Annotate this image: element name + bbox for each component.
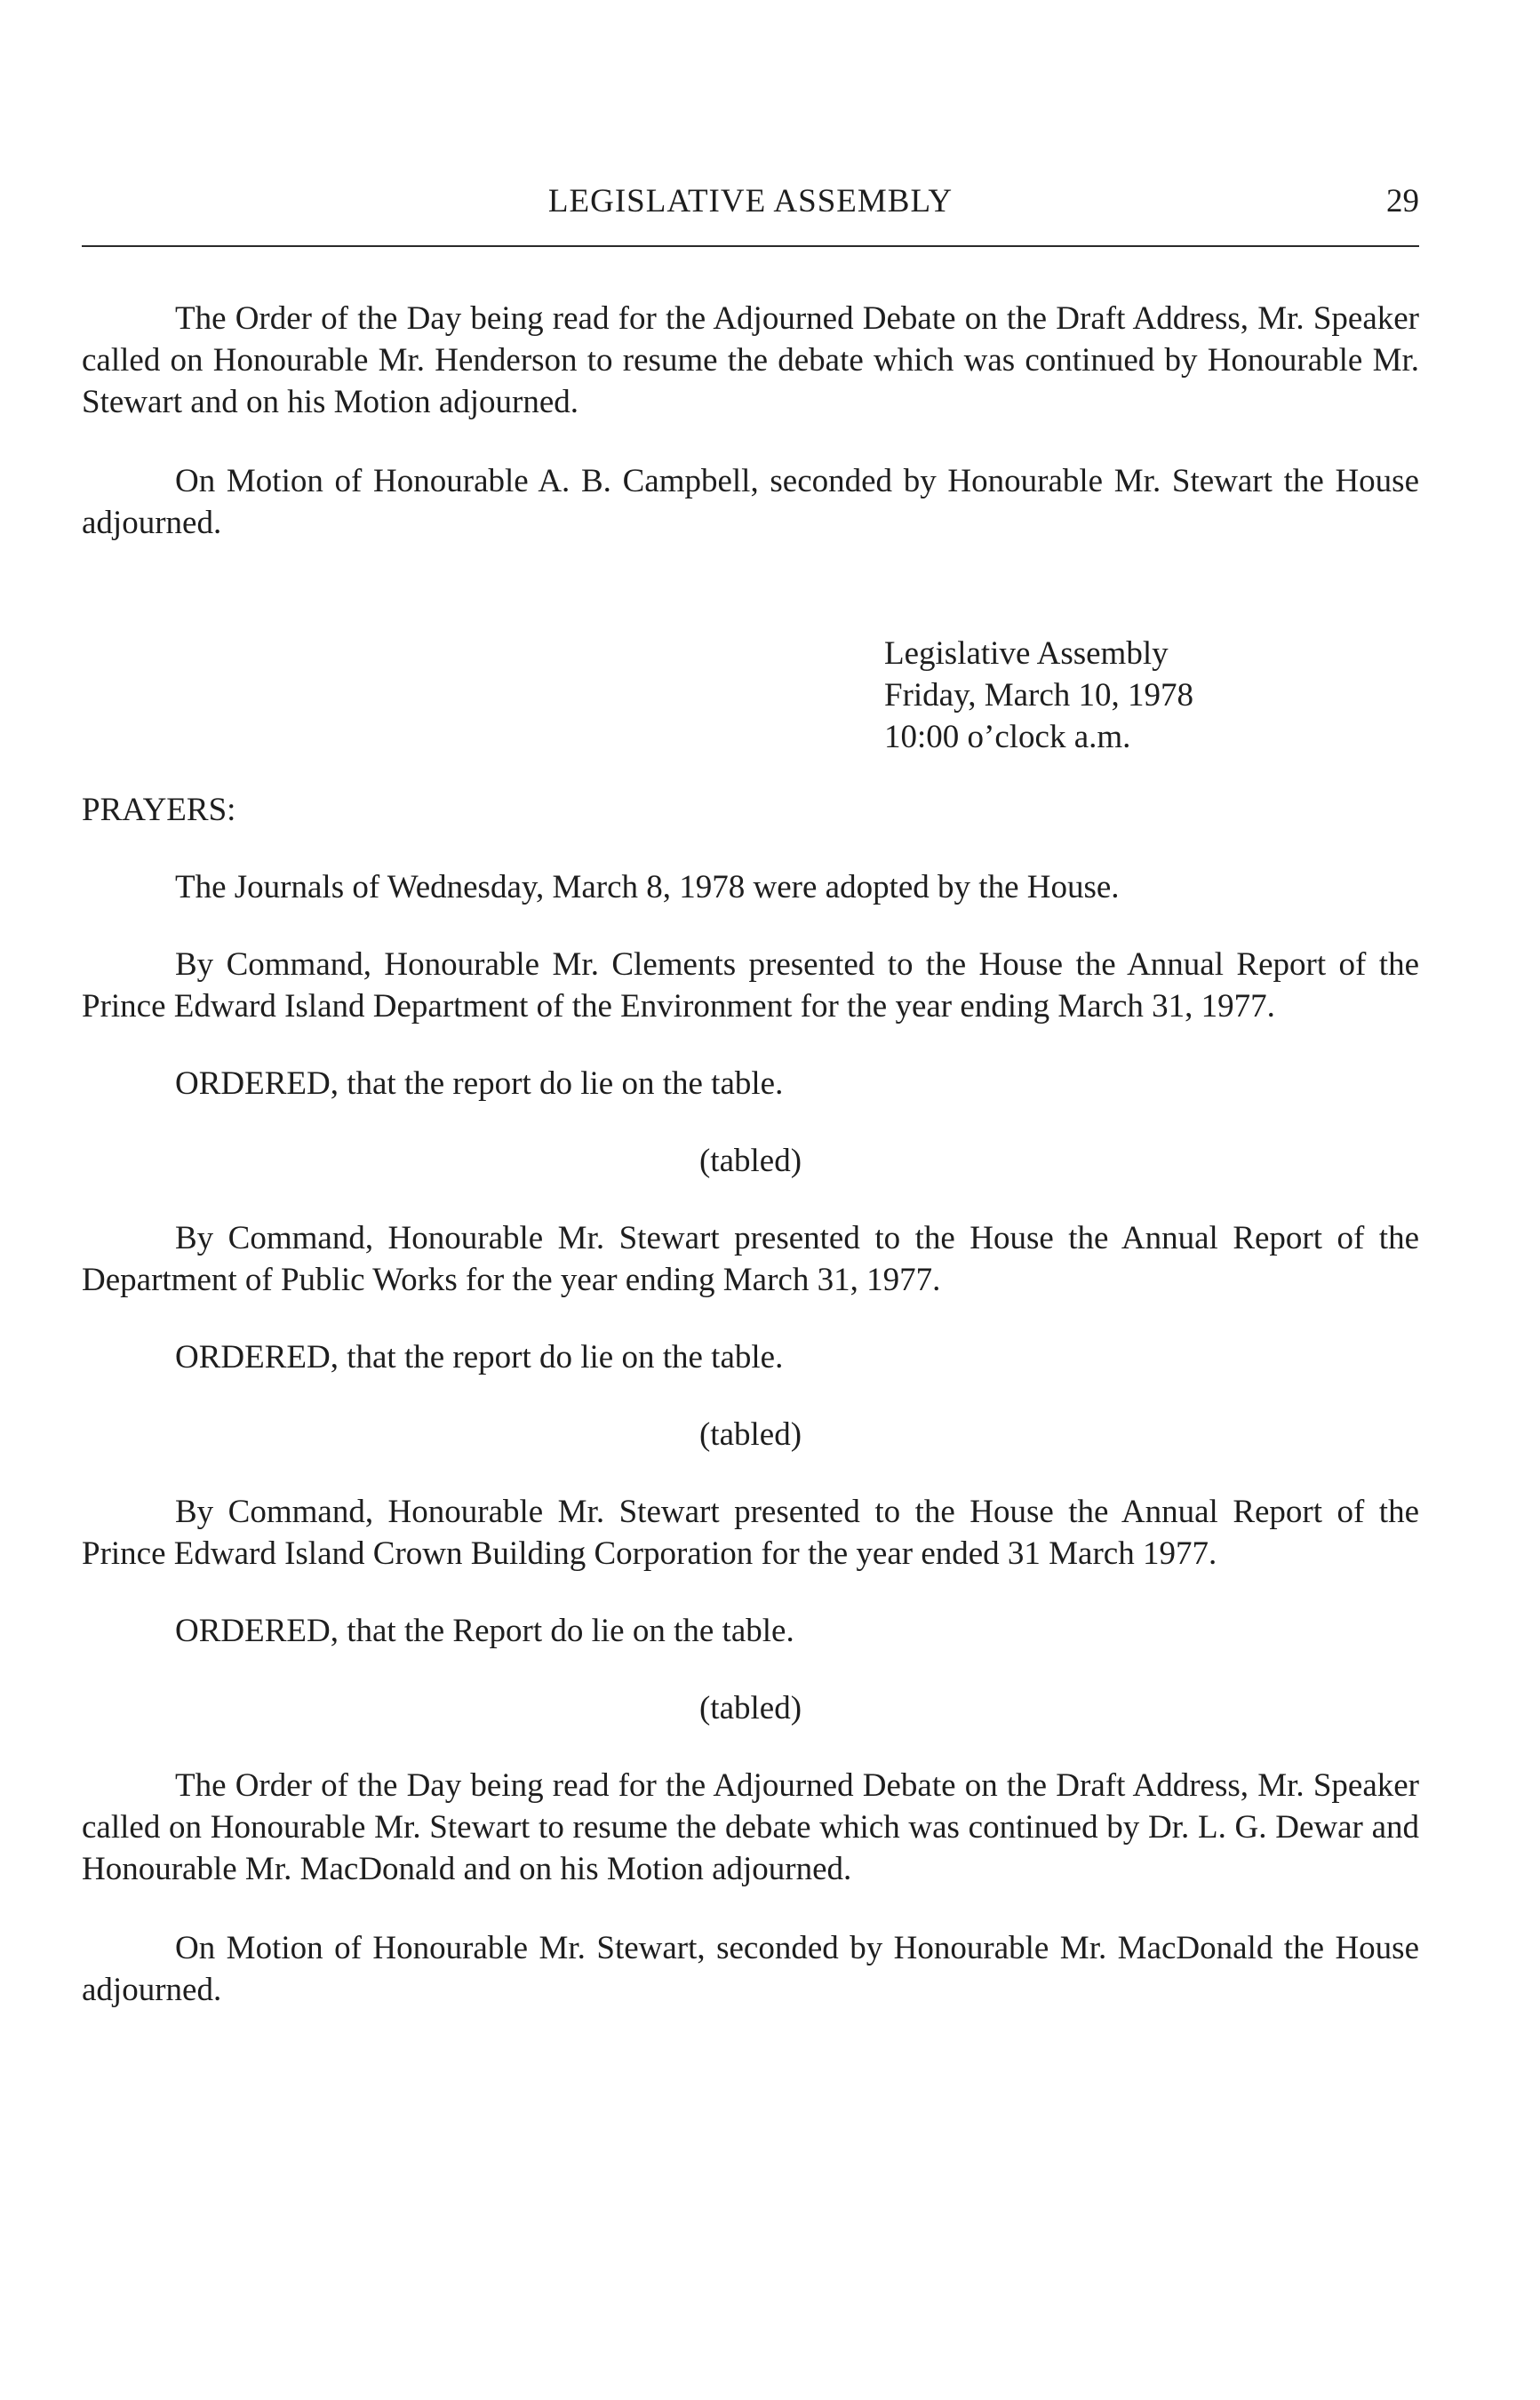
adjourned-debate-paragraph: The Order of the Day being read for the Adjourned Debate on the Draft Address, Mr. Speaker called on Honourable Mr. Stewart to resume the debate which was continued by Dr. L. G. Dewar and Honourable Mr. MacDonald and on his Motion adjourned. [82,1767,1419,1887]
header-title: LEGISLATIVE ASSEMBLY [547,183,954,219]
adjournment-motion-paragraph: On Motion of Honourable A. B. Campbell, seconded by Honourable Mr. Stewart the House adjourned. [82,463,1419,541]
sitting-heading [884,633,1419,758]
page-header [82,182,1419,235]
adjourned-debate-paragraph: The Order of the Day being read for the Adjourned Debate on the Draft Address, Mr. Speaker called on Honourable Mr. Henderson to resume the debate which was continued by Honourable Mr. Stewart and on his Motion adjourned. [82,300,1419,420]
sitting-date: Friday, March 10, 1978 [884,677,1194,714]
sitting-time: 10:00 o’clock a.m. [884,719,1131,755]
adjournment-motion-paragraph: On Motion of Honourable Mr. Stewart, seconded by Honourable Mr. MacDonald the House adjourned. [82,1930,1419,2008]
tabled-note: (tabled) [698,1143,802,1179]
sitting-assembly: Legislative Assembly [884,635,1169,672]
ordered-paragraph: ORDERED, that the Report do lie on the table. [175,1613,794,1649]
tabled-note: (tabled) [698,1416,802,1453]
journal-content [82,298,1419,2011]
ordered-paragraph: ORDERED, that the report do lie on the table. [175,1339,784,1375]
header-rule [82,245,1419,247]
page-number: 29 [1386,183,1419,219]
crown-building-report-paragraph: By Command, Honourable Mr. Stewart presented to the House the Annual Report of the Prince Edward Island Crown Building Corporation for the year ended 31 March 1977. [82,1494,1419,1572]
public-works-report-paragraph: By Command, Honourable Mr. Stewart presented to the House the Annual Report of the Department of Public Works for the year ending March 31, 1977. [82,1220,1419,1298]
prayers-heading: PRAYERS: [82,792,236,828]
environment-report-paragraph: By Command, Honourable Mr. Clements presented to the House the Annual Report of the Prince Edward Island Department of the Environment for the year ending March 31, 1977. [82,946,1419,1025]
tabled-note: (tabled) [698,1690,802,1726]
ordered-paragraph: ORDERED, that the report do lie on the table. [175,1065,784,1102]
journals-adopted-paragraph: The Journals of Wednesday, March 8, 1978 were adopted by the House. [175,869,1120,905]
